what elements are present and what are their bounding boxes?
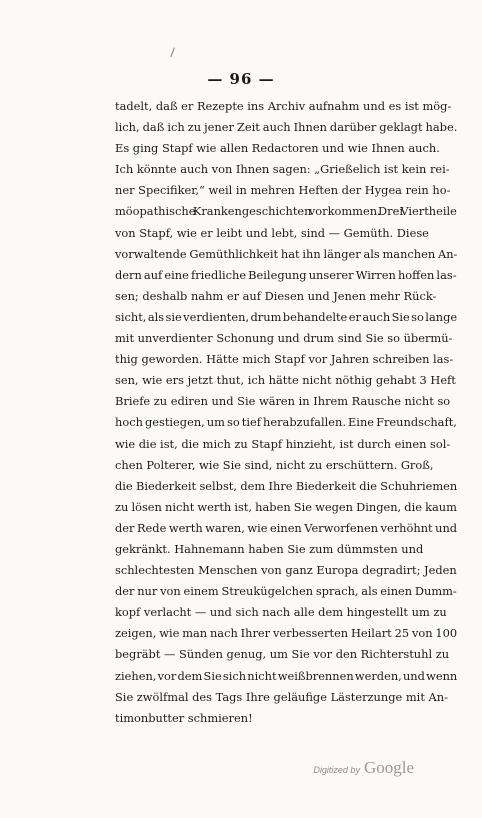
text-line: Briefe zu ediren und Sie wären in Ihrem Rausche nicht so	[115, 394, 451, 409]
text-line: möopathische Krankengeschichten vorkommen. Drei Viertheile	[115, 204, 457, 219]
text-line: die Biederkeit selbst, dem Ihre Biederkeit die Schuhriemen	[115, 478, 457, 493]
text-line: Sie zwölfmal des Tags Ihre geläufige Lästerzunge mit An-	[115, 689, 448, 704]
text-line: Es ging Stapf wie allen Redactoren und wie Ihnen auch.	[115, 141, 440, 156]
digitization-watermark	[313, 758, 414, 778]
text-line: der nur von einem Streukügelchen sprach, als einen Dumm-	[115, 584, 457, 599]
text-line: lich, daß ich zu jener Zeit auch Ihnen darüber geklagt habe.	[115, 120, 457, 135]
text-line: mit unverdienter Schonung und drum sind Sie so übermü-	[115, 331, 453, 346]
text-line: tadelt, daß er Rezepte ins Archiv aufnahm und es ist mög-	[115, 99, 452, 113]
text-line: hoch gestiegen, um so tief herabzufallen. Eine Freundschaft,	[115, 415, 457, 430]
text-line: begräbt — Sünden genug, um Sie vor den Richterstuhl zu	[115, 647, 450, 662]
text-line: von Stapf, wie er leibt und lebt, sind — Gemüth. Diese	[115, 225, 429, 240]
watermark-brand: Google	[363, 758, 414, 777]
text-line: timonbutter schmieren!	[115, 710, 253, 725]
text-line: Ich könnte auch von Ihnen sagen: „Grießelich ist kein rei-	[115, 162, 450, 177]
text-line: vorwaltende Gemüthlichkeit hat ihn länger als manchen An-	[115, 246, 457, 261]
text-line: kopf verlacht — und sich nach alle dem hingestellt um zu	[115, 605, 447, 620]
page-number: — 96 —	[207, 70, 275, 88]
text-line: gekränkt. Hahnemann haben Sie zum dümmsten und	[115, 541, 424, 556]
text-line: ner Specifiker,“ weil in mehren Heften der Hygea rein ho-	[115, 183, 451, 198]
text-line: thig geworden. Hätte mich Stapf vor Jahren schreiben las-	[115, 352, 454, 367]
body-text	[115, 96, 457, 729]
text-line: sicht, als sie verdienten, drum behandelte er auch Sie so lange	[115, 309, 457, 324]
text-line: zu lösen nicht werth ist, haben Sie wegen Dingen, die kaum	[115, 499, 457, 514]
text-line: ziehen, vor dem Sie sich nicht weißbrennen werden, und wenn	[115, 668, 457, 683]
pencil-mark	[170, 47, 178, 58]
text-line: dern auf eine friedliche Beilegung unserer Wirren hoffen las-	[115, 267, 457, 282]
text-line: wie die ist, die mich zu Stapf hinzieht, ist durch einen sol-	[115, 436, 451, 451]
text-line: zeigen, wie man nach Ihrer verbesserten Heilart 25 von 100	[115, 626, 457, 641]
text-line: sen; deshalb nahm er auf Diesen und Jenen mehr Rück-	[115, 288, 437, 303]
text-line: chen Polterer, wie Sie sind, nicht zu erschüttern. Groß,	[115, 457, 434, 472]
text-line: der Rede werth waren, wie einen Verworfenen verhöhnt und	[115, 520, 457, 535]
watermark-prefix: Digitized by	[313, 765, 360, 775]
text-line: sen, wie ers jetzt thut, ich hätte nicht nöthig gehabt 3 Heft	[115, 373, 456, 388]
text-line: schlechtesten Menschen von ganz Europa degradirt; Jeden	[115, 563, 457, 578]
